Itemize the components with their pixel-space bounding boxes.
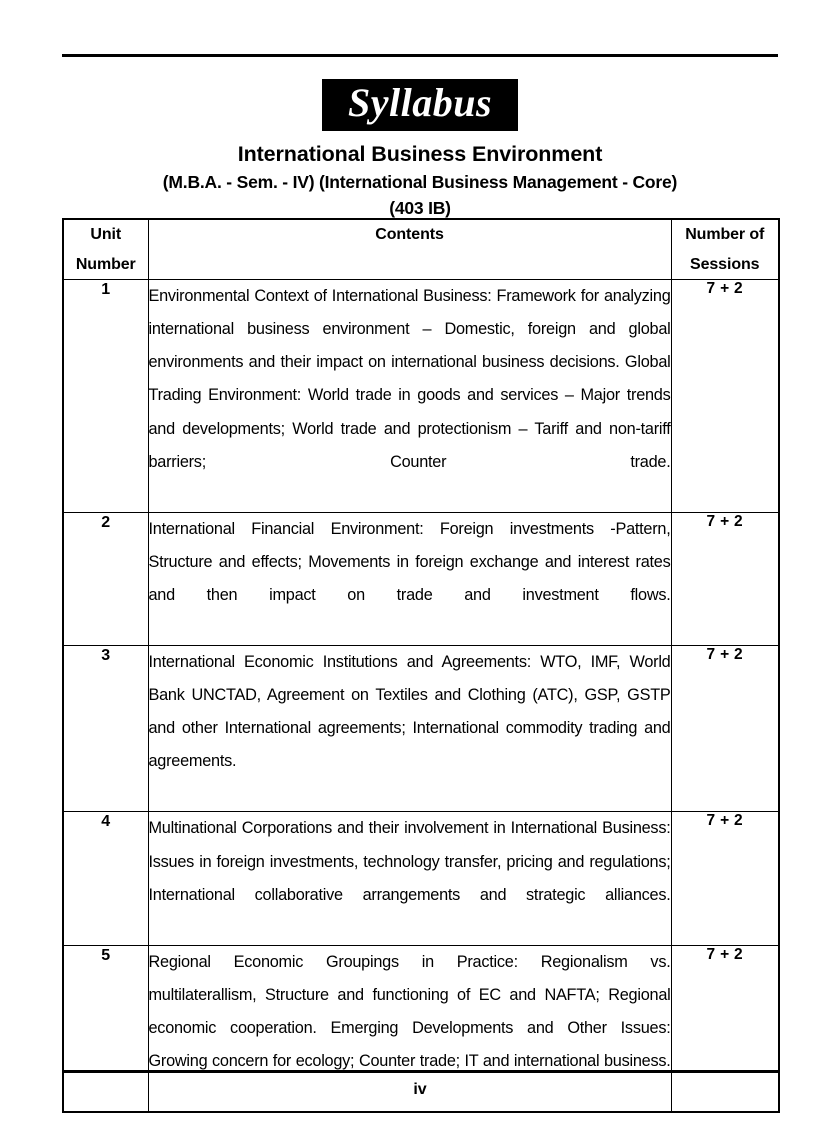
header-rule [62,54,778,57]
footer-rule [62,1070,778,1073]
unit-contents [148,646,671,812]
column-header-sessions [671,219,779,280]
page-number: iv [413,1081,427,1098]
table-row [63,280,779,513]
programme-subtitle: (M.B.A. - Sem. - IV) (International Business Management - Core) [162,172,678,193]
page-title: International Business Environment [237,142,603,166]
table-header-row [63,219,779,280]
column-header-sessions-line2: Sessions [690,255,760,273]
unit-contents [148,280,671,513]
syllabus-banner-container [0,79,840,131]
unit-number: 5 [63,945,148,1112]
column-header-unit-number [63,219,148,280]
unit-sessions: 7 + 2 [671,280,779,513]
column-header-unit-line1: Unit [90,226,122,243]
syllabus-table-container [62,218,778,1113]
unit-contents [148,512,671,645]
unit-number: 3 [63,646,148,812]
unit-contents-text: Regional Economic Groupings in Practice: Regionalism vs. multilaterallism, Structure and functioning of EC and NAFTA; Regional economic cooperation. Emerging Developments and Other Issues: Growing concern for ecology; Counter trade; IT and international business. [148,952,671,1070]
unit-sessions: 7 + 2 [671,812,779,945]
unit-contents-text: International Financial Environment: Foreign investments -Pattern, Structure and effects; Movements in foreign exchange and interest rates and then impact on trade and investment flows. [148,519,671,604]
column-header-unit-line2: Number [75,255,136,273]
table-row [63,512,779,645]
column-header-contents-label: Contents [375,226,444,243]
course-code: (403 IB) [389,198,451,218]
unit-number: 1 [63,280,148,513]
syllabus-banner: Syllabus [322,79,518,131]
table-row [63,646,779,812]
table-row [63,812,779,945]
unit-sessions: 7 + 2 [671,512,779,645]
unit-contents-text: Multinational Corporations and their involvement in International Business: Issues in foreign investments, technology transfer, pricing and regulations; International collaborative arrangements and strategic alliances. [148,819,671,904]
unit-number: 2 [63,512,148,645]
unit-number: 4 [63,812,148,945]
column-header-contents [148,219,671,280]
table-body [63,280,779,1112]
unit-contents-text: Environmental Context of International Business: Framework for analyzing international business environment – Domestic, foreign and global environments and their impact on international business decisions. Global Trading Environment: World trade in goods and services – Major trends and developments; World trade and protectionism – Tariff and non-tariff barriers; Counter trade. [148,287,671,471]
syllabus-table [62,218,780,1113]
unit-sessions: 7 + 2 [671,646,779,812]
title-block [0,140,840,220]
unit-contents-text: International Economic Institutions and Agreements: WTO, IMF, World Bank UNCTAD, Agreement on Textiles and Clothing (ATC), GSP, GSTP and other International agreements; International commodity trading and agreements. [148,653,671,771]
unit-sessions: 7 + 2 [671,945,779,1112]
column-header-sessions-line1: Number of [685,226,765,243]
table-header [63,219,779,280]
unit-contents [148,812,671,945]
